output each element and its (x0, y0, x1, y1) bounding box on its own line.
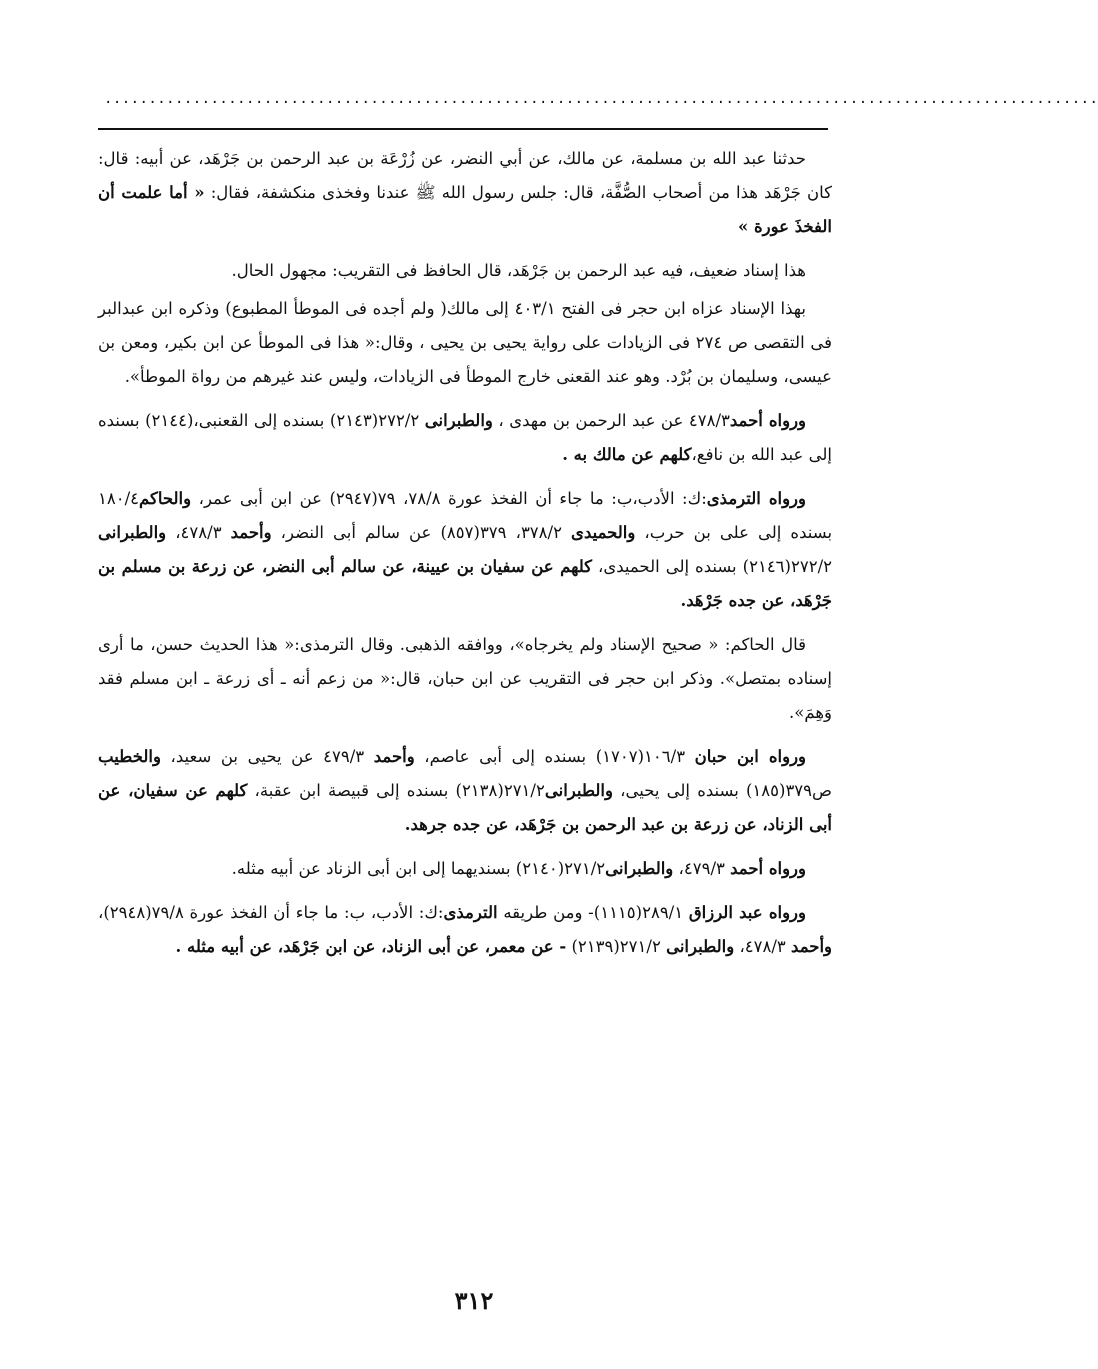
bold-text-segment: ورواه ابن حبان (694, 747, 807, 766)
text-segment: ٤٧٨/٣، (166, 523, 231, 542)
bold-text-segment: والطبرانى (605, 859, 674, 878)
paragraph (98, 482, 832, 618)
top-dotted-line: ................................................................................................................ (104, 91, 1098, 107)
bold-text-segment: وأحمد (791, 937, 832, 956)
bold-text-segment: وأحمد (373, 747, 415, 766)
text-segment: ١٠٦/٣(١٧٠٧) بسنده إلى أبى عاصم، (414, 747, 695, 766)
text-segment: هذا إسناد ضعيف، فيه عبد الرحمن بن جَرْهَد، قال الحافظ فى التقريب: مجهول الحال. (231, 261, 806, 280)
bold-text-segment: والحميدى (571, 523, 636, 542)
paragraph (98, 896, 832, 964)
page-body (98, 142, 832, 974)
text-segment: :ك: الأدب، ب: ما جاء أن الفخذ عورة ٧٩/٨(٢٩٤٨)، (98, 903, 444, 922)
paragraph (98, 404, 832, 472)
bold-text-segment: - عن معمر، عن أبى الزناد، عن ابن جَرْهَد، عن أبيه مثله . (175, 937, 567, 956)
bold-text-segment: ورواه أحمد (730, 859, 806, 878)
bold-text-segment: والطبرانى (666, 937, 735, 956)
bold-text-segment: كلهم عن سفيان بن عيينة، عن سالم أبى النضر، عن زرعة بن مسلم بن جَرْهَد، عن جده جَرْهَد. (98, 557, 832, 610)
bold-text-segment: ورواه أحمد (729, 411, 806, 430)
bold-text-segment: والطبرانى (98, 523, 167, 542)
text-segment: قال الحاكم: « صحيح الإسناد ولم يخرجاه»، ووافقه الذهبى. وقال الترمذى:« هذا الحديث حسن، ما أرى إسناده بمتصل». وذكر ابن حجر فى التقريب عن ابن حبان، قال:« من زعم أنه ـ أى زرعة ـ ابن مسلم فقد وَهِمَ». (98, 635, 832, 722)
page-number: ٣١٢ (454, 1286, 494, 1315)
text-segment: ص٣٧٩(١٨٥) بسنده إلى يحيى، (612, 781, 832, 800)
bold-text-segment: « أما علمت أن الفخذَ عورة » (98, 183, 832, 236)
bold-text-segment: كلهم عن سفيان، عن أبى الزناد، عن زرعة بن عبد الرحمن بن جَرْهَد، عن جده جرهد. (98, 781, 832, 834)
text-segment: ١٨٠/٤ بسنده إلى على بن حرب، (98, 489, 833, 542)
text-segment: ٢٧٢/٢(٢١٤٣) بسنده إلى القعنبى،(٢١٤٤) بسنده إلى عبد الله بن نافع، (98, 411, 832, 464)
text-segment: ٢٧١/٢(٢١٣٩) (566, 937, 667, 956)
text-segment: بهذا الإسناد عزاه ابن حجر فى الفتح ٤٠٣/١ إلى مالك( ولم أجده فى الموطأ المطبوع) وذكره ابن عبدالبر فى التقصى ص ٢٧٤ فى الزيادات على رواية يحيى بن يحيى ، وقال:« هذا فى الموطأ عن ابن بكير، ومعن بن عيسى، وسليمان بن بُرْد. وهو عند القعنى خارج الموطأ فى الزيادات، وليس عند غيرهم من رواة الموطأ». (98, 299, 833, 386)
text-segment: :ك: الأدب،ب: ما جاء أن الفخذ عورة ٧٨/٨، ٧٩(٢٩٤٧) عن ابن أبى عمر، (191, 489, 707, 508)
text-segment: ٢٧١/٢(٢١٤٠) بسنديهما إلى ابن أبى الزناد عن أبيه مثله. (231, 859, 606, 878)
bold-text-segment: ورواه عبد الرزاق (688, 903, 806, 922)
paragraph (98, 740, 832, 842)
text-segment: ٢٨٩/١(١١١٥)- ومن طريقه (497, 903, 689, 922)
text-segment: ٢٧٢/٢(٢١٤٦) بسنده إلى الحميدى، (592, 557, 832, 576)
bold-text-segment: ورواه الترمذى (706, 489, 806, 508)
text-segment: ٤٧٨/٣، (734, 937, 792, 956)
text-segment: حدثنا عبد الله بن مسلمة، عن مالك، عن أبي النضر، عن زُرْعَة بن عبد الرحمن بن جَرْهَد، عن أبيه: قال: كان جَرْهَد هذا من أصحاب الصُّفَّة، قال: جلس رسول الله ﷺ عندنا وفخذى منكشفة، فقال: (98, 149, 832, 202)
bold-text-segment: الترمذى (443, 903, 498, 922)
text-segment: ٤٧٩/٣، (673, 859, 731, 878)
text-segment: ٣٧٨/٢، ٣٧٩(٨٥٧) عن سالم أبى النضر، (271, 523, 572, 542)
bold-text-segment: كلهم عن مالك به . (562, 445, 692, 464)
paragraph (98, 292, 832, 394)
text-segment: ٤٧٩/٣ عن يحيى بن سعيد، (160, 747, 374, 766)
header-rule (98, 128, 828, 130)
paragraph (98, 254, 832, 288)
paragraph (98, 852, 832, 886)
bold-text-segment: والطبرانى (544, 781, 613, 800)
text-segment: ٢٧١/٢(٢١٣٨) بسنده إلى قبيصة ابن عقبة، (247, 781, 545, 800)
paragraph (98, 628, 832, 730)
bold-text-segment: وأحمد (230, 523, 272, 542)
paragraph (98, 142, 832, 244)
bold-text-segment: والخطيب (98, 747, 161, 766)
text-segment: ٤٧٨/٣ عن عبد الرحمن بن مهدى ، (492, 411, 730, 430)
bold-text-segment: والطبرانى (424, 411, 493, 430)
bold-text-segment: والحاكم (139, 489, 192, 508)
